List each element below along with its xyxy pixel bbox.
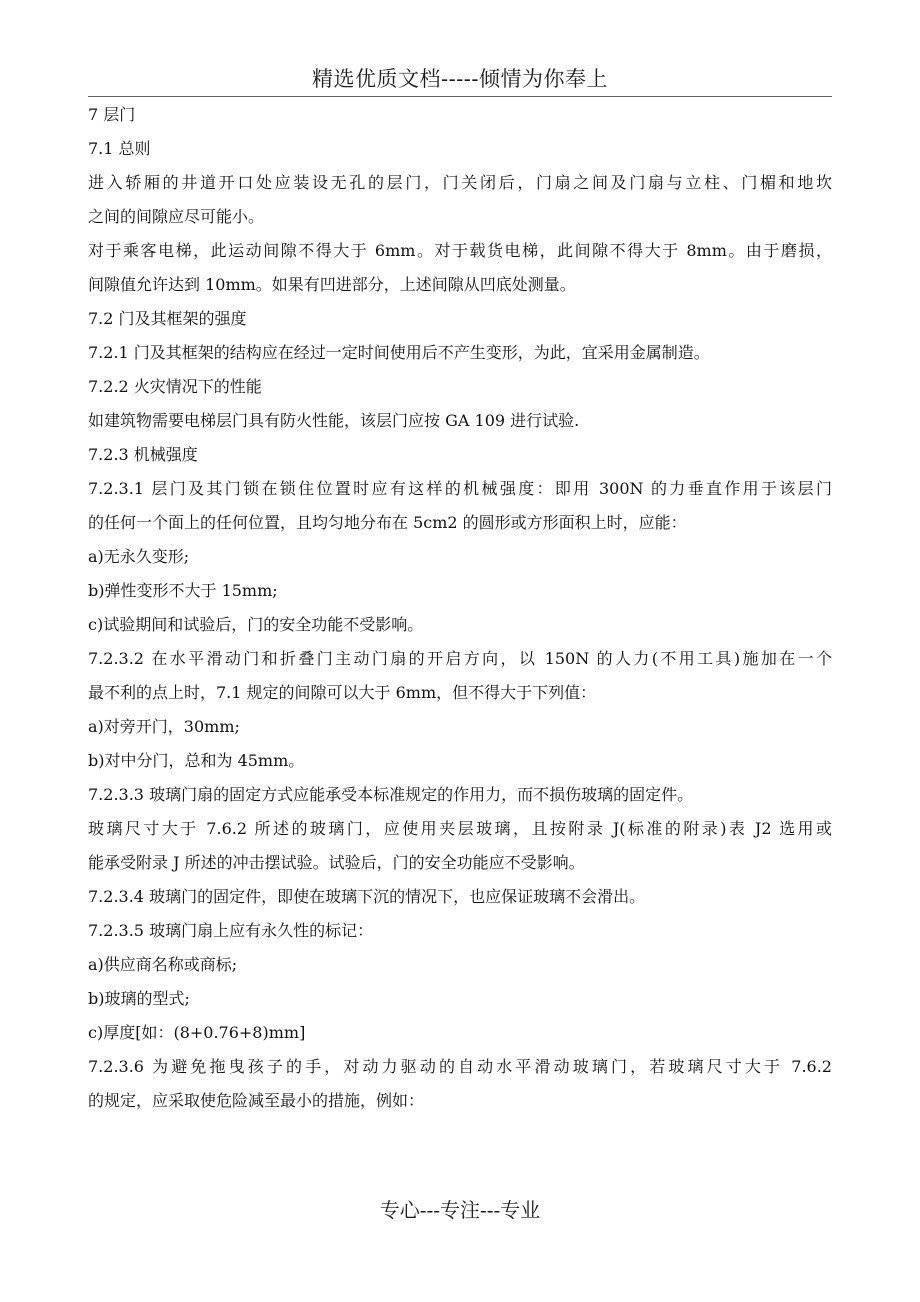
section-heading: 7.2.3 机械强度 — [88, 445, 198, 464]
section-heading: 7 层门 — [88, 105, 136, 124]
paragraph-line: 玻璃尺寸大于 7.6.2 所述的玻璃门，应使用夹层玻璃，且按附录 J(标准的附录)表 J2 选用或 — [88, 819, 832, 838]
paragraph-line: 7.2.3.6 为避免拖曳孩子的手，对动力驱动的自动水平滑动玻璃门，若玻璃尺寸大于 7.6.2 — [88, 1057, 832, 1076]
section-heading: 7.2.2 火灾情况下的性能 — [88, 377, 262, 396]
paragraph-line: 的任何一个面上的任何位置，且均匀地分布在 5cm2 的圆形或方形面积上时，应能： — [88, 513, 687, 532]
list-item: a)对旁开门，30mm; — [88, 717, 240, 736]
section-heading: 7.2 门及其框架的强度 — [88, 309, 247, 328]
list-item: c)厚度[如：(8+0.76+8)mm] — [88, 1023, 306, 1042]
paragraph-line: 间隙值允许达到 10mm。如果有凹进部分，上述间隙从凹底处测量。 — [88, 275, 576, 294]
section-heading: 7.1 总则 — [88, 139, 151, 158]
paragraph-line: 7.2.3.1 层门及其门锁在锁住位置时应有这样的机械强度：即用 300N 的力垂直作用于该层门 — [88, 479, 832, 498]
paragraph-line: 7.2.3.4 玻璃门的固定件，即使在玻璃下沉的情况下，也应保证玻璃不会滑出。 — [88, 887, 646, 906]
page-footer — [0, 1192, 920, 1228]
document-body — [88, 98, 832, 1118]
paragraph-line: 对于乘客电梯，此运动间隙不得大于 6mm。对于载货电梯，此间隙不得大于 8mm。由于磨损， — [88, 241, 832, 260]
list-item: c)试验期间和试验后，门的安全功能不受影响。 — [88, 615, 424, 634]
list-item: b)玻璃的型式; — [88, 989, 190, 1008]
paragraph-line: 最不利的点上时，7.1 规定的间隙可以大于 6mm，但不得大于下列值： — [88, 683, 597, 702]
paragraph-line: 7.2.1 门及其框架的结构应在经过一定时间使用后不产生变形，为此，宜采用金属制造。 — [88, 343, 710, 362]
paragraph-line: 7.2.3.2 在水平滑动门和折叠门主动门扇的开启方向，以 150N 的人力(不用工具)施加在一个 — [88, 649, 832, 668]
paragraph-line: 之间的间隙应尽可能小。 — [88, 207, 265, 226]
list-item: a)无永久变形; — [88, 547, 190, 566]
header-text: 精选优质文档-----倾情为你奉上 — [312, 67, 608, 91]
list-item: b)对中分门，总和为 45mm。 — [88, 751, 305, 770]
paragraph-line: 7.2.3.3 玻璃门扇的固定方式应能承受本标准规定的作用力，而不损伤玻璃的固定件。 — [88, 785, 694, 804]
paragraph-line: 进入轿厢的井道开口处应装设无孔的层门，门关闭后，门扇之间及门扇与立柱、门楣和地坎 — [88, 173, 832, 192]
footer-text: 专心---专注---专业 — [379, 1198, 541, 1222]
paragraph-line: 如建筑物需要电梯层门具有防火性能，该层门应按 GA 109 进行试验. — [88, 411, 580, 430]
page-header — [88, 62, 832, 97]
list-item: b)弹性变形不大于 15mm; — [88, 581, 278, 600]
paragraph-line: 7.2.3.5 玻璃门扇上应有永久性的标记： — [88, 921, 374, 940]
paragraph-line: 能承受附录 J 所述的冲击摆试验。试验后，门的安全功能应不受影响。 — [88, 853, 585, 872]
list-item: a)供应商名称或商标; — [88, 955, 238, 974]
paragraph-line: 的规定，应采取使危险减至最小的措施，例如： — [88, 1091, 425, 1110]
